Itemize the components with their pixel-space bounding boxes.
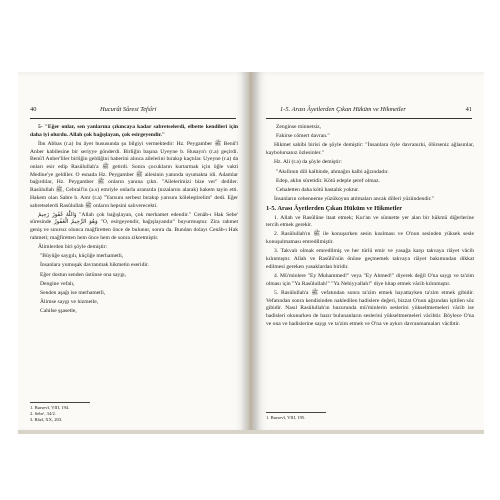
right-page-body <box>266 124 474 330</box>
footnote-rule <box>266 412 326 413</box>
list-item: 4. Mü'minlere "Ey Muhammed!" veya "Ey Ahmed!" diyerek değil O'na saygı ve ta'zim olması için "Ya Rasûlullah!" "Ya Nebiyyallah!" diye hitap etmek vâcib kılınmıştır. <box>266 272 474 287</box>
paragraph: Âlimlerden biri şöyle demiştir: <box>38 244 108 251</box>
left-page-header <box>30 106 236 119</box>
page-edges <box>18 430 484 434</box>
page-number: 41 <box>465 106 472 113</box>
arabic-text: وَاللّٰهُ غَفُورٌ رَحِيمٌ <box>38 211 77 218</box>
poem-line: İnsanlara yumuşak davranmak hikmetin eseridir. <box>40 262 149 269</box>
left-page-body <box>30 124 238 318</box>
paragraph: Hikmet sahibi birisi de şöyle demiştir: "İnsanlara öyle davranırki, ölürseniz ağlasınlar, kaybolursanız özlesinler." <box>266 142 474 157</box>
poem-line: Eğer dostun senden üstünse ona saygı, <box>40 271 127 278</box>
running-title: Hucurât Sûresi Tefsîri <box>100 106 157 113</box>
list-item: 2. Rasûlullah'ın ﷺ ile konuşurken sesin kısılması ve O'nun sesinden yüksek sesle konuşulmaması emredilmiştir. <box>266 231 474 246</box>
poem-line: Edep, aklın sûretidir. Kötü edeple şeref olmaz. <box>276 177 380 184</box>
poem-line: Cehaletten daha kötü hastalık yoktur. <box>276 186 360 193</box>
left-page <box>18 72 248 432</box>
poem-line: Zenginse minnetsiz, <box>276 124 322 130</box>
footnote: 1. Bursevî, VIII, 194. <box>30 405 70 410</box>
poem-line: Senden aşağı ise merhametli, <box>40 290 106 297</box>
poem-line: Dengine vefalı, <box>40 280 75 287</box>
page-number: 40 <box>30 106 37 113</box>
footnotes <box>266 415 305 421</box>
poem-line: Âlimse saygı ve hizmetle, <box>40 299 99 306</box>
right-page-header <box>266 106 472 119</box>
section-heading: 1-5. Arası Âyetlerden Çıkan Hüküm ve Hikmetler <box>266 205 403 213</box>
verse-heading: 5- "Eğer onlar, sen yanlarına çıkıncaya kadar sabretselerdi, elbette kendileri için daha iyi olurdu. Allah çok bağışlayan, çok esirgeyendir." <box>30 124 238 138</box>
right-page <box>254 72 484 432</box>
footnote: 1. Bursevî, VIII, 195. <box>266 415 306 420</box>
list-item: 1. Allah ve Rasûlüne itaat etmek; Kur'an ve sünnette yer alan bir hükmü diğerlerine tercih etmek gerekir. <box>266 214 474 229</box>
footnotes <box>30 405 69 423</box>
footnote: 3. Râzî, XX, 203. <box>30 417 63 422</box>
poem-line: "Büyüğe saygılı, küçüğe merhametli, <box>40 253 124 260</box>
running-title: 1-5. Arası Âyetlerden Çıkan Hüküm ve Hikmetler <box>280 106 406 113</box>
poem-line: Cahilse şşasetle, <box>40 308 77 315</box>
list-item: 3. Takvalı olmak emredilmiş ve her türlü emir ve yasağa karşı takvaya riâyet vâcib kılınmıştır. Allah ve Rasûlü'nün önüne geçmemek takvaya riâyet bakımından dikkat edilmesi gereken yasaklardan biridir. <box>266 248 474 270</box>
open-book <box>18 72 484 434</box>
paragraph: İbn Abbas (r.a) bu âyet hususunda şu bilgiyi vermektedir: Hz. Peygamber ﷺ Benû'l Anber kabilesine bir seriyye gönderdi. Birliğin başına Uyeyne b. Husayn'ı (r.a) geçirdi. Benû'l Anber'liler birliğin geldiğini haberini alınca ailelerini bırakıp kaçtılar. Uyeyne (r.a) da onları esir edip Rasûlullah'a ﷺ getirdi. Sonra çocukların kurtarmak için öğle vakti Medine'ye geldiler. O esnada Hz. Peygamber ﷺ ailesinin yanında uyumakta idi. Adamlar bağırdılar, Hz. Peygamber ﷺ onların yanına çıktı. "Ailelerimizi bize ver" dediler. Rasûlullah ﷺ, Cebrail'in (a.s) emriyle onlarla aranızda (nızalarını alarak) hakem tayin etti. Hakem olan Sabre b. Amr (r.a) "Yarısını serbest bırakıp yarısını köleleştirelim" dedi. Eğer sabretselerdi Rasûlullah ﷺ onların hepsini salıverecekti. <box>30 140 239 209</box>
list-item: 5. Rasûlullah'a ﷺ vefatından sonra ta'zim etmek hayattayken ta'zim etmek gibidir. Vefatından sonra kendisinden nakledilen hadislere değeri, bizzat O'nun ağzından işitilen söz gibidir. Nasıl Rasûlullah'ın huzurunda mü'minlerin seslerini yükseltmemeleri vâcib ise hadisleri okunurken de hazır bulunanların seslerini yükseltmemeleri vâcibtir. Böylece O'na ve ona ve hadislerine saygı ve ta'zim etmek ve O'na ve aykırı davranmamaları vâcibtir. <box>266 289 474 327</box>
footnote: 2. Sebe', 34/2. <box>30 411 56 416</box>
poem-line: "Akıllının dili kalbinde, ahmağın kalbi ağzındadır. <box>276 168 389 175</box>
paragraph <box>30 212 238 243</box>
poem-line: Fakirse cömert davran." <box>276 133 330 140</box>
footnote-rule <box>30 402 90 403</box>
paragraph: İnsanların cehenneme yüzükoyun atılmaları ancak dilleri yüzündendir." <box>274 196 434 203</box>
paragraph-text: "Allah çok bağışlayan, çok merhamet edendir." Cenâb-ı Hak Sebe' sûresinde وَهُوَ الرَّحِيمُ الْغَفُورُ "O, esirgeyendir, bağışlayandır" buyurmuştur. Zira rahmet geniş ve sınırsız olunca mağfiretten önce de bulunur, sonra da. Bundan dolayı Cenâb-ı Hak rahmeti; mağfiretten hem önce hem de sonra zikretmiştir. <box>30 211 238 241</box>
paragraph: Hz. Ali (r.a) da şöyle demiştir: <box>274 159 342 166</box>
